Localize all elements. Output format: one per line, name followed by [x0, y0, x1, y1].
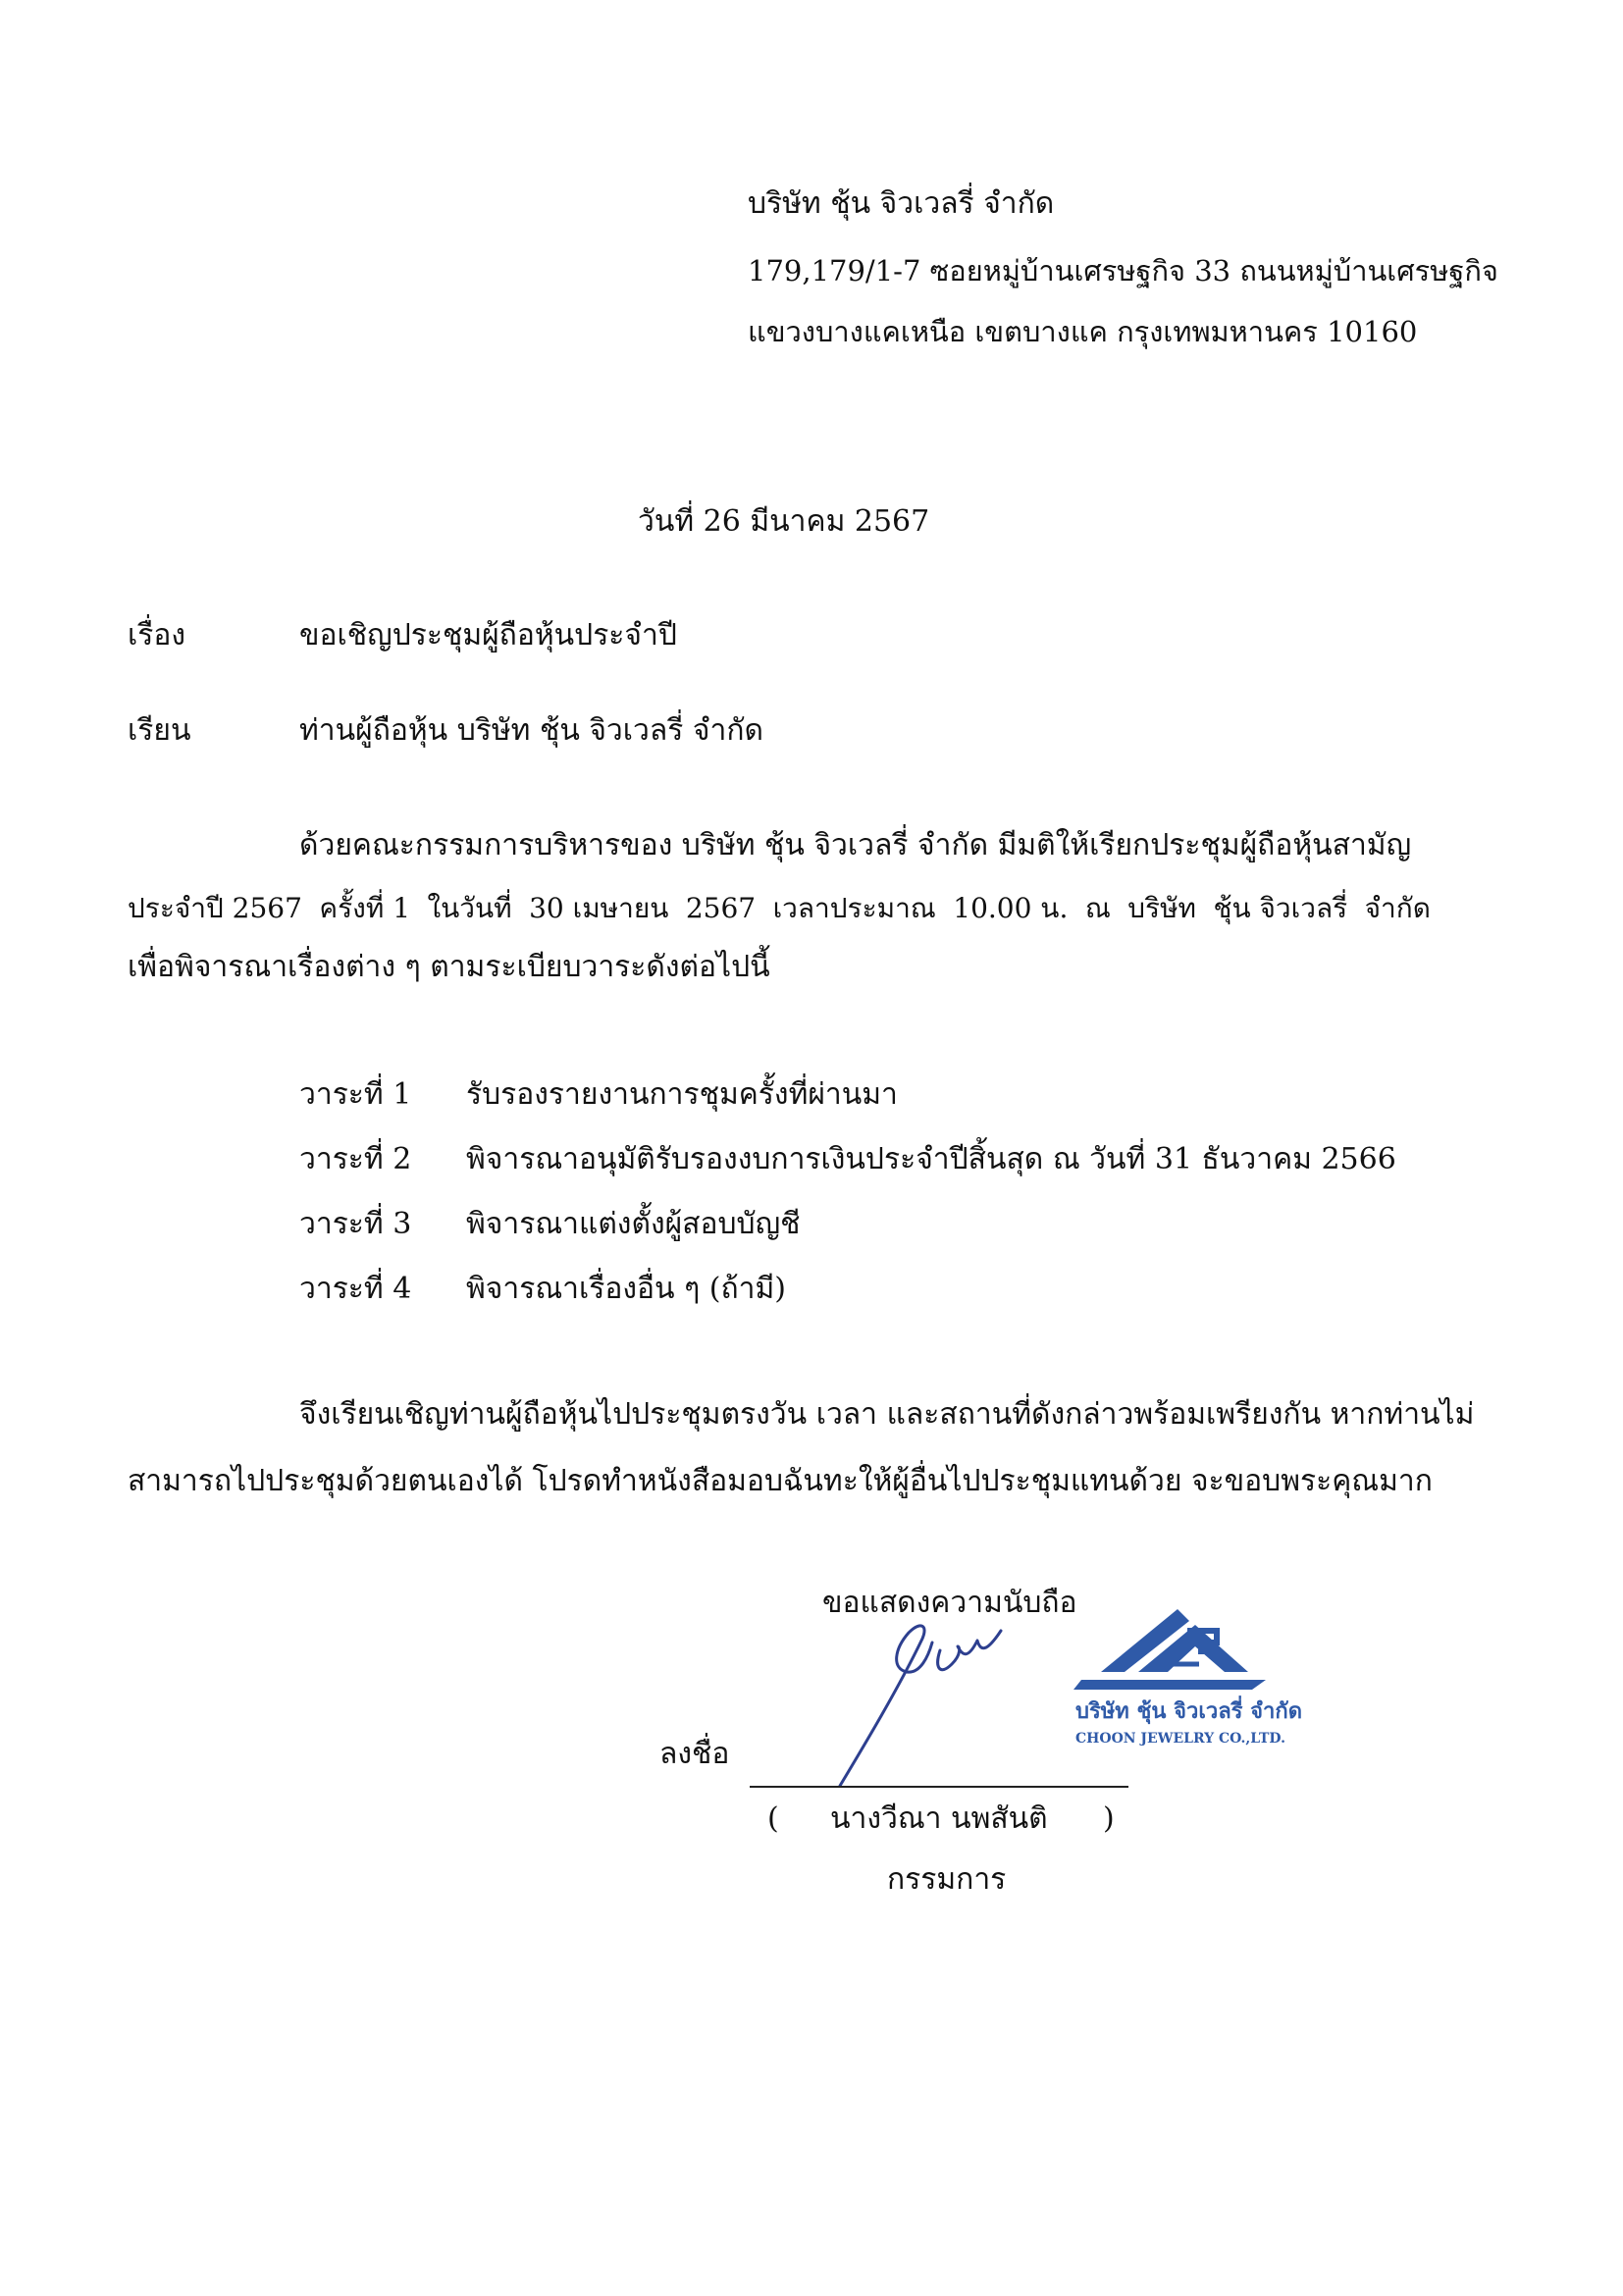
- body-line-2-part: ณ: [1084, 892, 1111, 924]
- agenda-text: พิจารณาเรื่องอื่น ๆ (ถ้ามี): [466, 1272, 786, 1306]
- open-paren: (: [767, 1801, 779, 1836]
- close-paren: ): [1103, 1801, 1115, 1836]
- closing-line-1: จึงเรียนเชิญท่านผู้ถือหุ้นไปประชุมตรงวัน เวลา และสถานที่ดังกล่าวพร้อมเพรียงกัน หากท่านไม่: [299, 1397, 1475, 1432]
- body-line-2-part: 30 เมษายน: [529, 892, 669, 924]
- company-logo-icon: [1073, 1609, 1266, 1690]
- signer-name: นางวีณา นพสันติ: [830, 1801, 1048, 1836]
- body-line-3: เพื่อพิจารณาเรื่องต่าง ๆ ตามระเบียบวาระดังต่อไปนี้: [128, 950, 770, 984]
- body-line-1: ด้วยคณะกรรมการบริหารของ บริษัท ชุ้น จิวเวลรี่ จำกัด มีมติให้เรียกประชุมผู้ถือหุ้นสามัญ: [299, 828, 1412, 862]
- company-address-line1: 179,179/1-7 ซอยหมู่บ้านเศรษฐกิจ 33 ถนนหมู่บ้านเศรษฐกิจ: [748, 254, 1498, 287]
- company-address-line2: แขวงบางแคเหนือ เขตบางแค กรุงเทพมหานคร 10160: [748, 315, 1418, 348]
- agenda-text: พิจารณาอนุมัติรับรองงบการเงินประจำปีสิ้นสุด ณ วันที่ 31 ธันวาคม 2566: [466, 1142, 1396, 1176]
- body-line-2-part: 10.00 น.: [953, 892, 1069, 924]
- signature-line: [750, 1786, 1128, 1788]
- closing-line-2: สามารถไปประชุมด้วยตนเองได้ โปรดทำหนังสือมอบฉันทะให้ผู้อื่นไปประชุมแทนด้วย จะขอบพระคุณมาก: [128, 1464, 1433, 1498]
- body-line-2-part: 2567: [685, 892, 757, 924]
- regards-text: ขอแสดงความนับถือ: [822, 1586, 1077, 1620]
- agenda-text: รับรองรายงานการชุมครั้งที่ผ่านมา: [466, 1077, 898, 1112]
- stamp-english-name: CHOON JEWELRY CO.,LTD.: [1075, 1731, 1285, 1747]
- agenda-number: วาระที่ 4: [299, 1272, 412, 1306]
- agenda-number: วาระที่ 3: [299, 1207, 412, 1241]
- body-line-2-part: เวลาประมาณ: [772, 892, 936, 924]
- body-line-2-part: ครั้งที่ 1: [319, 892, 411, 924]
- body-line-2-part: จำกัด: [1364, 892, 1431, 924]
- signer-position: กรรมการ: [887, 1862, 1007, 1897]
- addressee-text: ท่านผู้ถือหุ้น บริษัท ชุ้น จิวเวลรี่ จำกัด: [299, 713, 763, 748]
- body-line-2-part: ประจำปี 2567: [128, 892, 302, 924]
- body-line-2-part: ในวันที่: [427, 892, 512, 924]
- letter-date: วันที่ 26 มีนาคม 2567: [638, 504, 930, 539]
- company-name: บริษัท ชุ้น จิวเวลรี่ จำกัด: [748, 186, 1055, 221]
- subject-label: เรื่อง: [128, 618, 186, 652]
- subject-text: ขอเชิญประชุมผู้ถือหุ้นประจำปี: [299, 618, 677, 652]
- body-line-2-part: บริษัท: [1127, 892, 1197, 924]
- addressee-label: เรียน: [128, 713, 191, 748]
- agenda-text: พิจารณาแต่งตั้งผู้สอบบัญชี: [466, 1207, 801, 1241]
- body-line-2-part: ชุ้น จิวเวลรี่: [1213, 892, 1348, 924]
- sign-label: ลงชื่อ: [659, 1737, 730, 1771]
- stamp-thai-name: บริษัท ชุ้น จิวเวลรี่ จำกัด: [1075, 1699, 1302, 1724]
- company-stamp: [1070, 1603, 1302, 1750]
- agenda-number: วาระที่ 1: [299, 1077, 412, 1112]
- body-line-2: [128, 889, 1431, 928]
- agenda-number: วาระที่ 2: [299, 1142, 412, 1176]
